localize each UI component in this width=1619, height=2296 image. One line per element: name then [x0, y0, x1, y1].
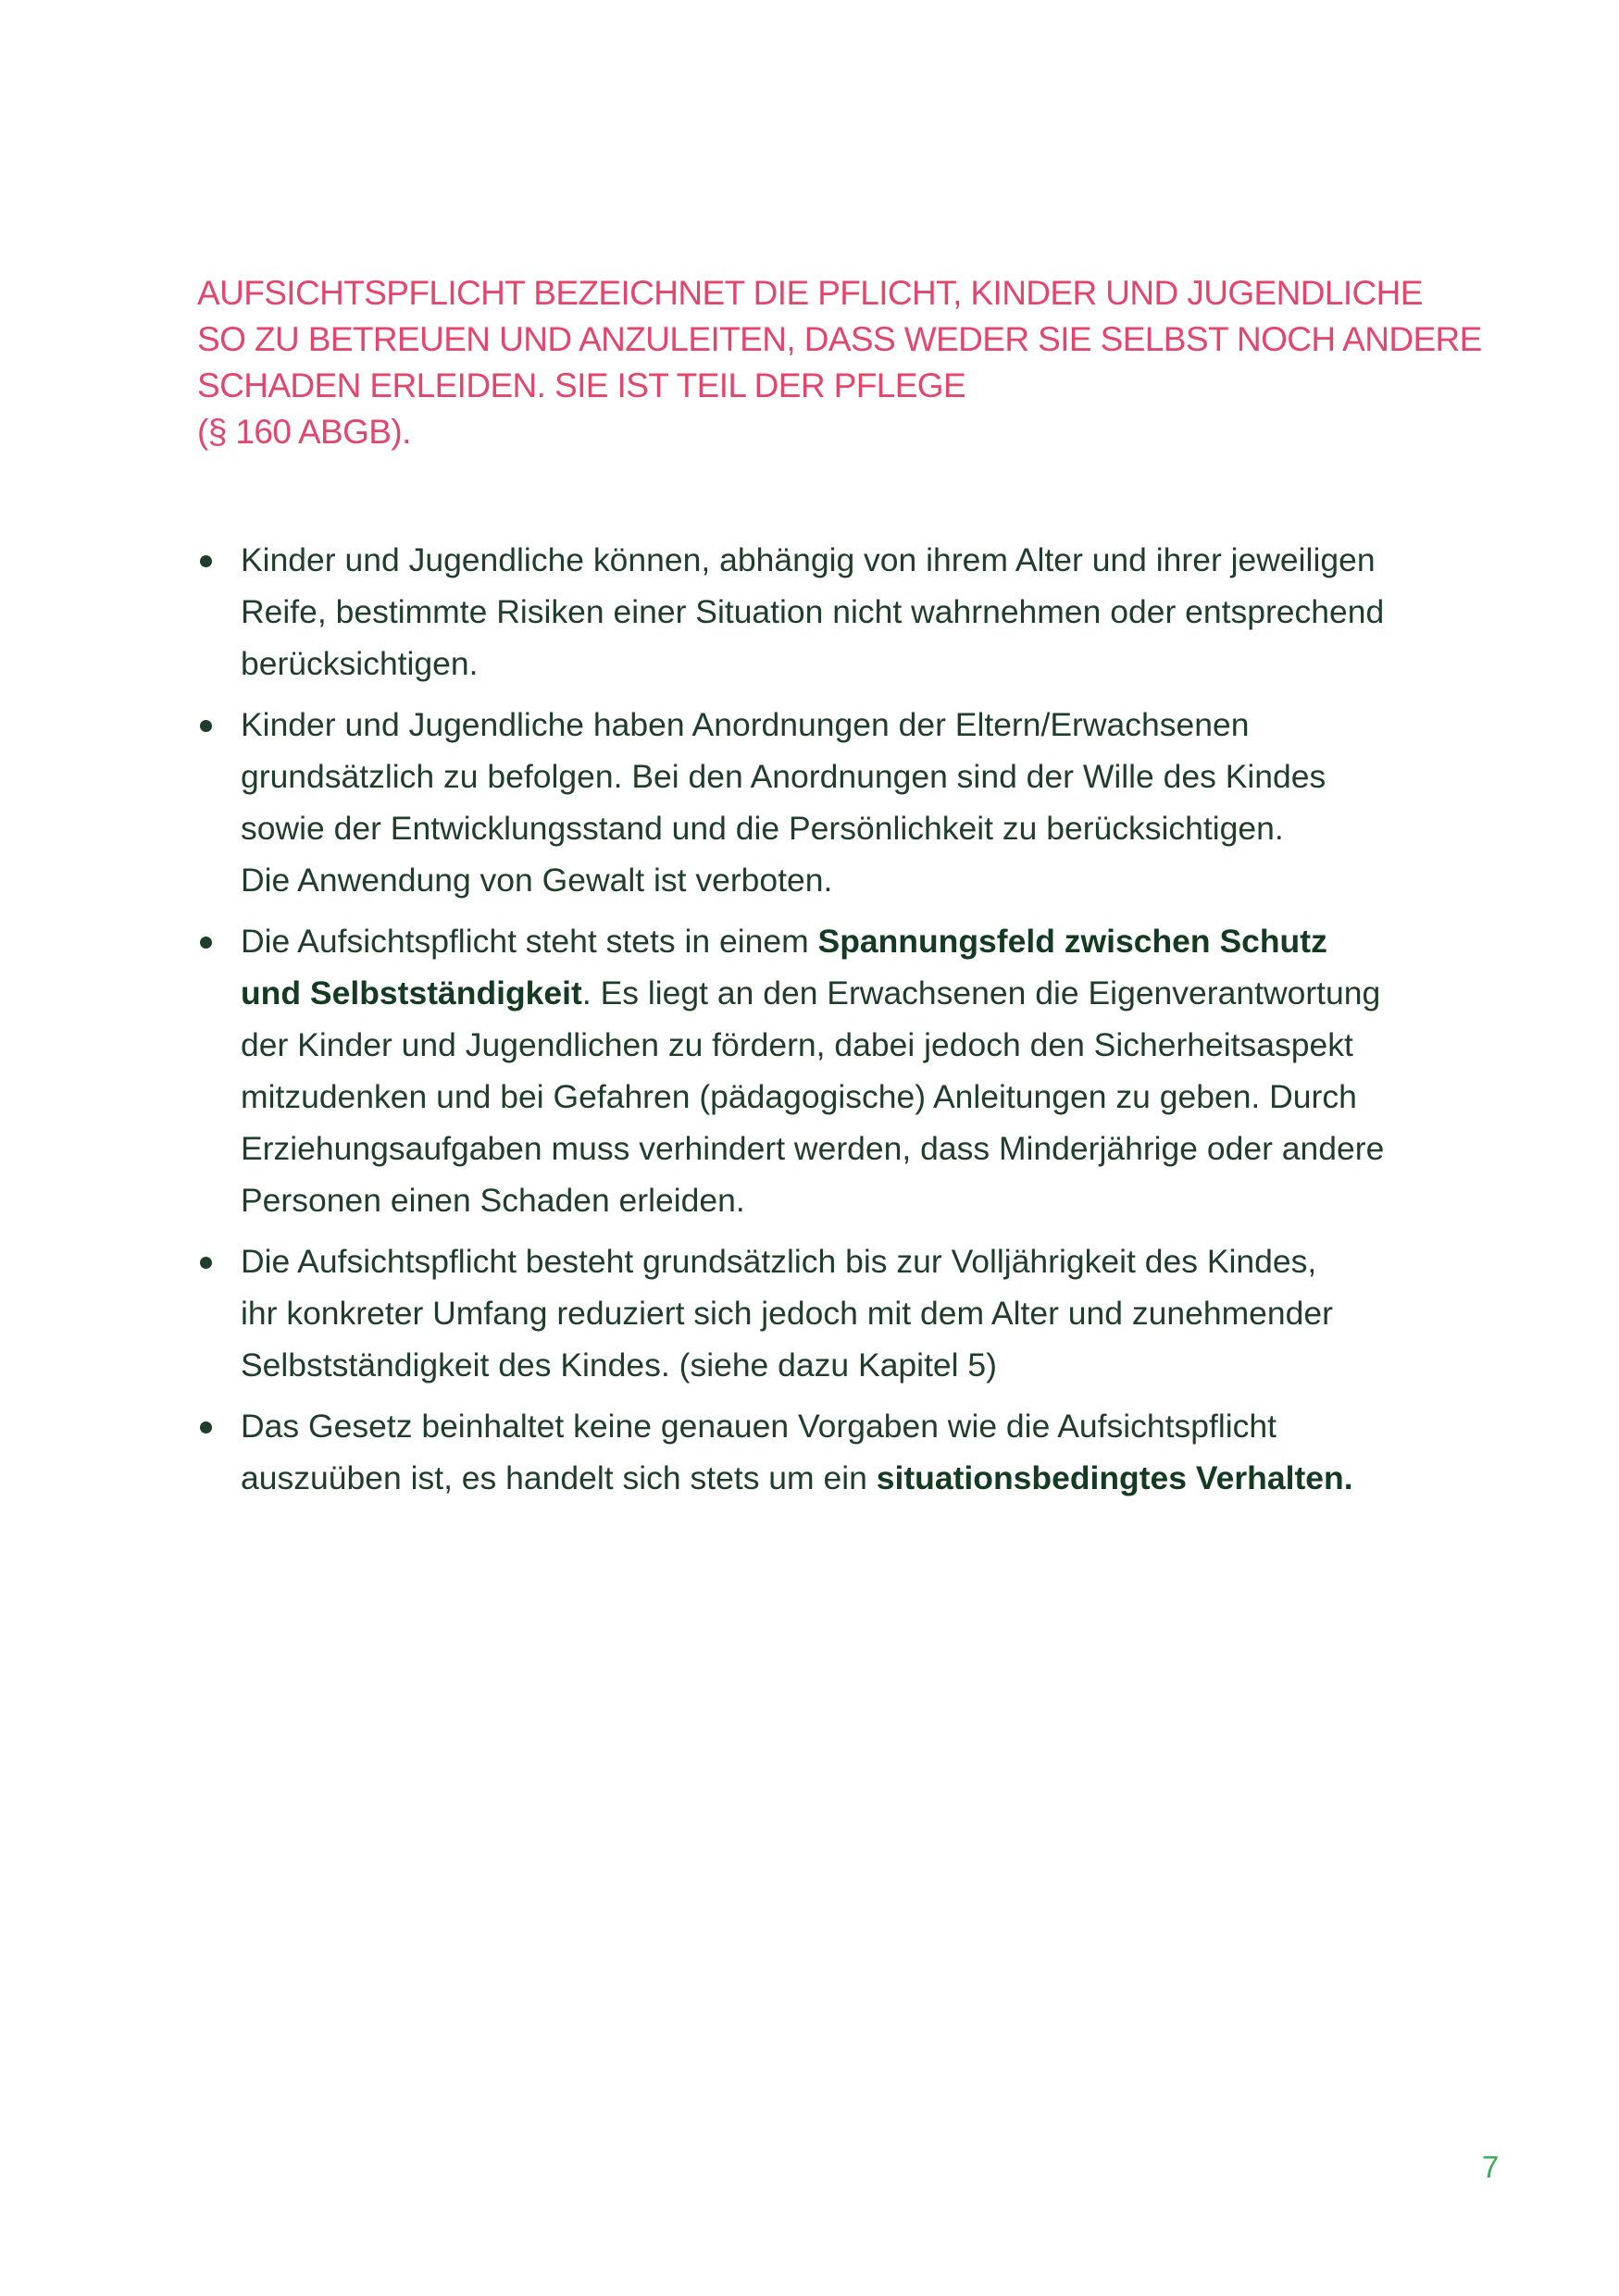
bullet-icon: [200, 720, 212, 732]
emphasis-text: situationsbedingtes Verhalten.: [876, 1459, 1353, 1496]
list-item-line: ihr konkreter Umfang reduziert sich jedoch mit dem Alter und zunehmender: [241, 1295, 1333, 1332]
bullet-icon: [200, 937, 212, 949]
list-item-line: [241, 967, 1512, 1019]
list-item-line: [241, 1452, 1512, 1504]
list-item-line: Erziehungsaufgaben muss verhindert werden, dass Minderjährige oder andere: [241, 1130, 1385, 1167]
intro-line: AUFSICHTSPFLICHT BEZEICHNET DIE PFLICHT, KINDER UND JUGENDLICHE: [197, 274, 1423, 312]
list-item-line: sowie der Entwicklungsstand und die Persönlichkeit zu berücksichtigen.: [241, 810, 1284, 847]
list-item-line: grundsätzlich zu befolgen. Bei den Anordnungen sind der Wille des Kindes: [241, 758, 1326, 795]
emphasis-text: Spannungsfeld zwischen Schutz: [817, 923, 1327, 960]
list-item: [197, 699, 1512, 906]
intro-line: SO ZU BETREUEN UND ANZULEITEN, DASS WEDER SIE SELBST NOCH ANDERE: [197, 320, 1482, 358]
list-item-text: Die Aufsichtspflicht steht stets in einem: [241, 923, 818, 960]
bullet-icon: [200, 555, 212, 567]
list-item-line: mitzudenken und bei Gefahren (pädagogische) Anleitungen zu geben. Durch: [241, 1078, 1357, 1115]
list-item-text: auszuüben ist, es handelt sich stets um ein: [241, 1459, 877, 1496]
list-item-line: Kinder und Jugendliche können, abhängig von ihrem Alter und ihrer jeweiligen: [241, 541, 1376, 578]
list-item-text: . Es liegt an den Erwachsenen die Eigenverantwortung: [581, 974, 1381, 1011]
list-item: [197, 915, 1512, 1226]
intro-line: (§ 160 ABGB).: [197, 413, 411, 451]
list-item: [197, 1400, 1512, 1504]
list-item-line: Selbstständigkeit des Kindes. (siehe dazu Kapitel 5): [241, 1347, 997, 1384]
intro-heading: [197, 270, 1493, 455]
bullet-list: [197, 534, 1512, 1513]
intro-line: SCHADEN ERLEIDEN. SIE IST TEIL DER PFLEGE: [197, 366, 966, 404]
list-item-line: [241, 915, 1512, 967]
bullet-icon: [200, 1257, 212, 1269]
list-item-line: Kinder und Jugendliche haben Anordnungen der Eltern/Erwachsenen: [241, 706, 1250, 743]
list-item-line: Die Aufsichtspflicht besteht grundsätzlich bis zur Volljährigkeit des Kindes,: [241, 1243, 1317, 1280]
list-item: [197, 1235, 1512, 1391]
page-number: 7: [1481, 2150, 1500, 2184]
list-item: [197, 534, 1512, 689]
bullet-icon: [200, 1421, 212, 1433]
emphasis-text: und Selbstständigkeit: [241, 974, 582, 1011]
list-item-line: der Kinder und Jugendlichen zu fördern, dabei jedoch den Sicherheitsaspekt: [241, 1026, 1353, 1063]
list-item-line: Reife, bestimmte Risiken einer Situation nicht wahrnehmen oder entsprechend: [241, 593, 1385, 630]
list-item-line: Das Gesetz beinhaltet keine genauen Vorgaben wie die Aufsichtspflicht: [241, 1408, 1277, 1445]
list-item-line: berücksichtigen.: [241, 645, 479, 682]
list-item-line: Die Anwendung von Gewalt ist verboten.: [241, 862, 833, 899]
list-item-line: Personen einen Schaden erleiden.: [241, 1182, 745, 1219]
